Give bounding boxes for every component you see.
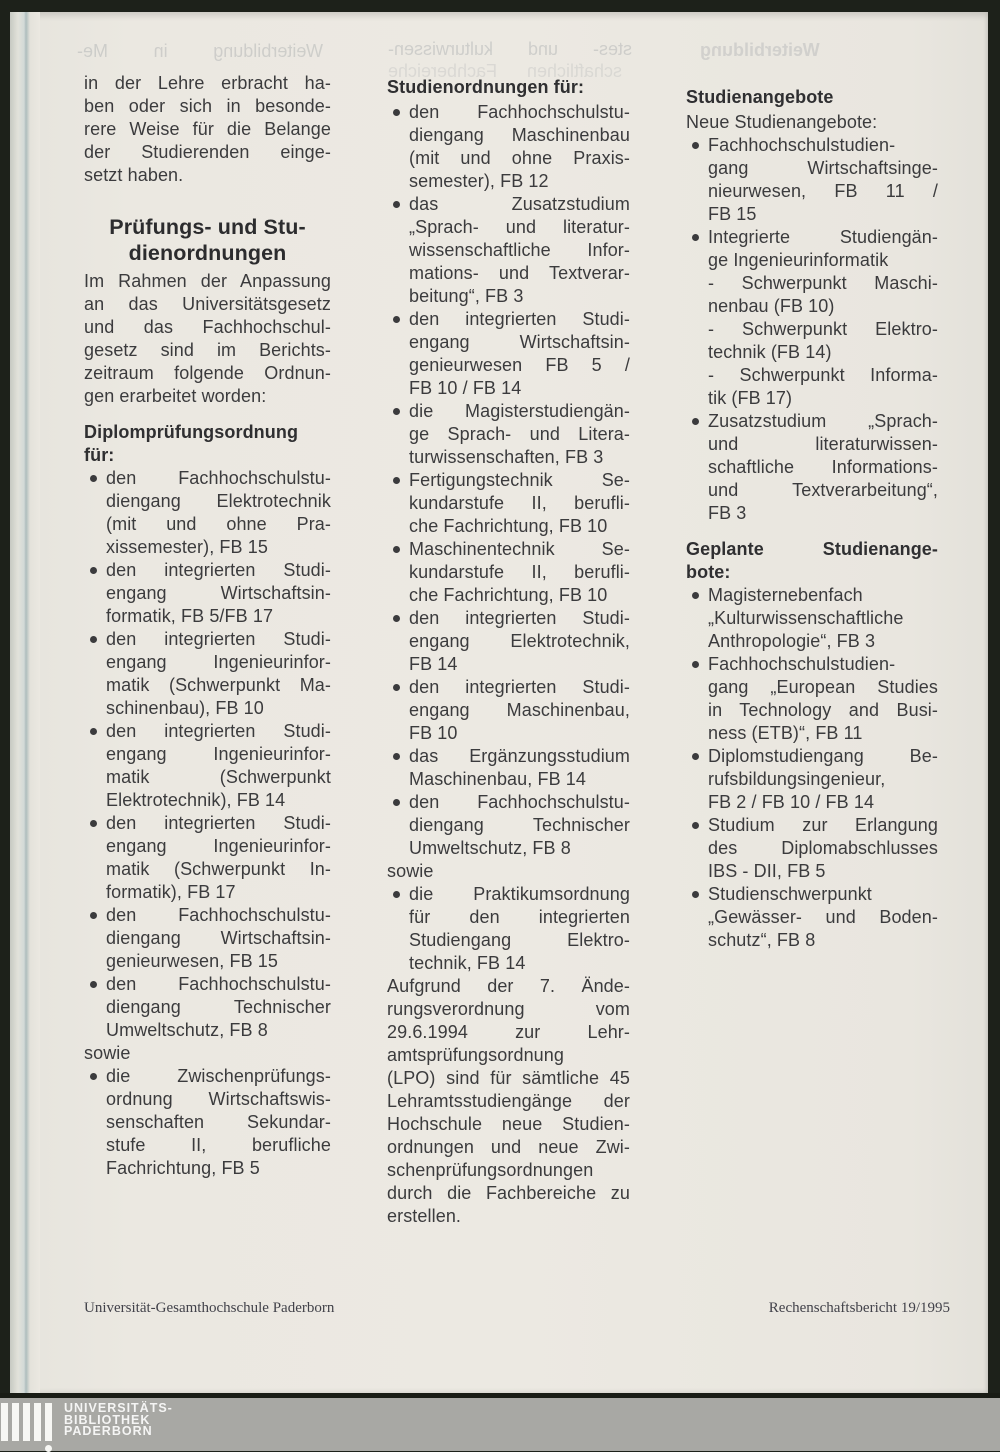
bullet-icon	[90, 636, 97, 643]
section-title	[84, 214, 331, 266]
list-item	[686, 134, 938, 226]
text-line: in der Lehre erbracht ha-	[84, 73, 331, 93]
bleedthrough-text: stes- und kulturwissen-	[388, 39, 632, 59]
text-line: für:	[84, 445, 115, 465]
text-line: senschaften Sekundar-	[106, 1112, 331, 1132]
bleedthrough-text: schaftlichen Fachbereiche	[388, 61, 622, 81]
text-line: semester), FB 12	[409, 171, 549, 191]
text-line: ben oder sich in besonde-	[84, 96, 331, 116]
text-line: schenprüfungsordnungen	[387, 1160, 594, 1180]
list-heading-studienangebote	[686, 86, 938, 109]
text-line: in Technology and Busi-	[708, 700, 938, 720]
text-line: Magisternebenfach	[708, 585, 863, 605]
text-line: kundarstufe II, berufli-	[409, 562, 630, 582]
text-line: Anthropologie“, FB 3	[708, 631, 876, 651]
text-line: che Fachrichtung, FB 10	[409, 516, 608, 536]
list-item	[686, 226, 938, 272]
bullet-icon	[393, 109, 400, 116]
text-line: Fachhochschulstudien-	[708, 135, 896, 155]
bullet-icon	[393, 546, 400, 553]
text-line: den Fachhochschulstu-	[409, 792, 630, 812]
text-line: - Schwerpunkt Maschi-	[708, 273, 938, 293]
list-item	[387, 538, 630, 607]
text-line: turwissenschaften, FB 3	[409, 447, 604, 467]
bullet-icon	[393, 753, 400, 760]
text-line: matik (Schwerpunkt Ma-	[106, 675, 331, 695]
text-line: amtsprüfungsordnung	[387, 1045, 565, 1065]
list-item	[686, 814, 938, 883]
text-line: Studium zur Erlangung	[708, 815, 938, 835]
text-line: FB 15	[708, 204, 757, 224]
text-line: Lehramtsstudiengänge der	[387, 1091, 630, 1111]
text-line: Fachhochschulstudien-	[708, 654, 896, 674]
list-item	[686, 410, 938, 525]
text-line: che Fachrichtung, FB 10	[409, 585, 608, 605]
sub-list-item	[708, 318, 938, 364]
text-line: zeitraum folgende Ordnun-	[84, 363, 331, 383]
text-line: ge Sprach- und Litera-	[409, 424, 630, 444]
list-item	[387, 469, 630, 538]
text-line: gen erarbeitet worden:	[84, 386, 267, 406]
text-line: den integrierten Studi-	[409, 677, 630, 697]
text-line: und das Fachhochschul-	[84, 317, 331, 337]
bullet-icon	[90, 981, 97, 988]
list-item	[686, 883, 938, 952]
text-line: „Kulturwissenschaftliche	[708, 608, 904, 628]
text-line: sowie	[84, 1043, 131, 1063]
bullet-icon	[393, 799, 400, 806]
list-item	[686, 745, 938, 814]
text-line: den Fachhochschulstu-	[106, 468, 331, 488]
text-line: den Fachhochschulstu-	[106, 974, 331, 994]
text-line: Maschinentechnik Se-	[409, 539, 630, 559]
library-name-line1: UNIVERSITÄTS-	[64, 1401, 173, 1415]
list-item	[84, 559, 331, 628]
list-item	[84, 628, 331, 720]
bullet-icon	[393, 615, 400, 622]
text-line: Elektrotechnik), FB 14	[106, 790, 286, 810]
list-item	[387, 607, 630, 676]
text-line: Umweltschutz, FB 8	[409, 838, 571, 858]
text-line: Studienschwerpunkt	[708, 884, 872, 904]
lpo-paragraph	[387, 975, 630, 1228]
list-item	[387, 791, 630, 860]
page-left-edge	[10, 12, 40, 1395]
intro-paragraph	[84, 72, 331, 187]
text-line: engang Wirtschaftsin-	[106, 583, 331, 603]
text-line: technik (FB 14)	[708, 342, 832, 362]
logo-bar	[34, 1403, 41, 1441]
text-line: FB 10	[409, 723, 458, 743]
text-line: xissemester), FB 15	[106, 537, 268, 557]
text-line: des Diplomabschlusses	[708, 838, 938, 858]
text-line: (mit und ohne Pra-	[106, 514, 331, 534]
text-line: diengang Wirtschaftsin-	[106, 928, 331, 948]
text-line: ness (ETB)“, FB 11	[708, 723, 863, 743]
library-name-line2: BIBLIOTHEK	[64, 1412, 151, 1427]
sub-list-item	[708, 364, 938, 410]
text-line: genieurwesen, FB 15	[106, 951, 279, 971]
list-heading-diplompruefungsordnung	[84, 421, 331, 467]
text-line: „Gewässer- und Boden-	[708, 907, 938, 927]
text-line: Hochschule neue Studien-	[387, 1114, 630, 1134]
text-line: nenbau (FB 10)	[708, 296, 835, 316]
text-line: das Ergänzungsstudium	[409, 746, 630, 766]
text-line: wissenschaftliche Infor-	[409, 240, 630, 260]
text-line: (mit und ohne Praxis-	[409, 148, 630, 168]
list-item	[387, 676, 630, 745]
list-item	[387, 101, 630, 193]
text-line: ordnung Wirtschaftswis-	[106, 1089, 331, 1109]
connector-sowie	[84, 1042, 331, 1065]
bullet-icon	[393, 684, 400, 691]
text-line: schutz“, FB 8	[708, 930, 816, 950]
text-line: Im Rahmen der Anpassung	[84, 271, 331, 291]
column-middle	[387, 76, 630, 1228]
bullet-icon	[90, 567, 97, 574]
neue-studienangebote-label	[686, 111, 938, 134]
list-item	[84, 1065, 331, 1180]
logo-bar	[23, 1403, 30, 1441]
list-item	[84, 720, 331, 812]
text-line: gesetz sind im Berichts-	[84, 340, 331, 360]
text-line: kundarstufe II, berufli-	[409, 493, 630, 513]
text-line: Umweltschutz, FB 8	[106, 1020, 268, 1040]
text-line: die Praktikumsordnung	[409, 884, 630, 904]
text-line: der Studierenden einge-	[84, 142, 331, 162]
text-line: FB 3	[708, 503, 747, 523]
list-heading-geplante-studienangebote	[686, 538, 938, 584]
text-line: engang Elektrotechnik,	[409, 631, 630, 651]
text-line: durch die Fachbereiche zu	[387, 1183, 630, 1203]
list-heading-studienordnungen	[387, 76, 630, 99]
list-item	[387, 193, 630, 308]
list-item	[387, 883, 630, 975]
text-line: diengang Elektrotechnik	[106, 491, 331, 511]
text-line: für den integrierten	[409, 907, 630, 927]
text-line: den integrierten Studi-	[409, 309, 630, 329]
text-line: setzt haben.	[84, 165, 184, 185]
list-item	[686, 653, 938, 745]
text-line: den Fachhochschulstu-	[409, 102, 630, 122]
text-line: „Sprach- und literatur-	[409, 217, 630, 237]
text-line: Studiengang Elektro-	[409, 930, 630, 950]
document-page	[10, 12, 988, 1395]
logo-bar	[1, 1403, 8, 1441]
text-line: die Zwischenprüfungs-	[106, 1066, 331, 1086]
list-item	[387, 745, 630, 791]
text-line: Zusatzstudium „Sprach-	[708, 411, 938, 431]
text-line: - Schwerpunkt Elektro-	[708, 319, 938, 339]
text-line: ordnungen und neue Zwi-	[387, 1137, 630, 1157]
bullet-icon	[90, 1073, 97, 1080]
text-line: formatik, FB 5/FB 17	[106, 606, 274, 626]
text-line: den integrierten Studi-	[106, 560, 331, 580]
text-line: Aufgrund der 7. Ände-	[387, 976, 630, 996]
text-line: FB 2 / FB 10 / FB 14	[708, 792, 875, 812]
text-line: bote:	[686, 562, 731, 582]
text-line: dienordnungen	[128, 241, 287, 265]
text-line: matik (Schwerpunkt In-	[106, 859, 331, 879]
text-line: Neue Studienangebote:	[686, 112, 878, 132]
list-item	[686, 584, 938, 653]
list-item	[84, 812, 331, 904]
bullet-icon	[90, 912, 97, 919]
text-line: formatik), FB 17	[106, 882, 236, 902]
text-line: an das Universitätsgesetz	[84, 294, 331, 314]
library-name	[64, 1403, 173, 1438]
text-line: - Schwerpunkt Informa-	[708, 365, 938, 385]
bullet-icon	[692, 891, 699, 898]
text-line: rufsbildungsingenieur,	[708, 769, 886, 789]
library-name-line3: PADERBORN	[64, 1424, 153, 1438]
column-right	[686, 86, 938, 952]
bleedthrough-text: Weiterbildung in Me-	[77, 41, 323, 61]
text-line: engang Maschinenbau,	[409, 700, 630, 720]
bullet-icon	[90, 475, 97, 482]
text-line: IBS - DII, FB 5	[708, 861, 826, 881]
section-intro	[84, 270, 331, 408]
bullet-icon	[90, 728, 97, 735]
text-line: gang Wirtschaftsinge-	[708, 158, 938, 178]
text-line: Studienordnungen für:	[387, 77, 585, 97]
text-line: sowie	[387, 861, 434, 881]
text-line: die Magisterstudiengän-	[409, 401, 630, 421]
text-line: 29.6.1994 zur Lehr-	[387, 1022, 630, 1042]
text-line: Maschinenbau, FB 14	[409, 769, 587, 789]
logo-bar	[12, 1403, 19, 1441]
bullet-icon	[692, 661, 699, 668]
text-line: stufe II, berufliche	[106, 1135, 331, 1155]
logo-bar	[45, 1403, 52, 1441]
text-line: mations- und Textverar-	[409, 263, 630, 283]
text-line: FB 10 / FB 14	[409, 378, 522, 398]
bullet-icon	[692, 142, 699, 149]
text-line: Diplomprüfungsordnung	[84, 422, 299, 442]
bullet-icon	[393, 477, 400, 484]
text-line: rere Weise für die Belange	[84, 119, 331, 139]
text-line: Fachrichtung, FB 5	[106, 1158, 260, 1178]
bullet-icon	[393, 891, 400, 898]
text-line: das Zusatzstudium	[409, 194, 630, 214]
text-line: FB 14	[409, 654, 458, 674]
bullet-icon	[692, 822, 699, 829]
footer-report-title: Rechenschaftsbericht 19/1995	[768, 1300, 950, 1316]
footer-institution: Universität-Gesamthochschule Paderborn	[84, 1300, 335, 1316]
text-line: engang Ingenieurinfor-	[106, 652, 331, 672]
bullet-icon	[692, 753, 699, 760]
text-line: beitung“, FB 3	[409, 286, 524, 306]
bullet-icon	[692, 418, 699, 425]
text-line: gang „European Studies	[708, 677, 938, 697]
text-line: und Textverarbeitung“,	[708, 480, 938, 500]
bullet-icon	[90, 820, 97, 827]
text-line: und literaturwissen-	[708, 434, 938, 454]
list-item	[84, 973, 331, 1042]
text-line: diengang Technischer	[409, 815, 630, 835]
bullet-icon	[692, 592, 699, 599]
text-line: ge Ingenieurinformatik	[708, 250, 889, 270]
list-item	[387, 400, 630, 469]
text-line: den integrierten Studi-	[409, 608, 630, 628]
text-line: (LPO) sind für sämtliche 45	[387, 1068, 630, 1088]
text-line: Prüfungs- und Stu-	[109, 215, 306, 239]
text-line: engang Wirtschaftsin-	[409, 332, 630, 352]
text-line: Diplomstudiengang Be-	[708, 746, 938, 766]
list-item	[84, 904, 331, 973]
list-item	[84, 467, 331, 559]
bullet-icon	[393, 408, 400, 415]
text-line: schinenbau), FB 10	[106, 698, 264, 718]
text-line: Fertigungstechnik Se-	[409, 470, 630, 490]
text-line: tik (FB 17)	[708, 388, 793, 408]
column-left	[84, 72, 331, 1180]
sub-list-item	[708, 272, 938, 318]
bleedthrough-text: Weiterbildung	[700, 40, 820, 60]
text-line: diengang Maschinenbau	[409, 125, 630, 145]
text-line: technik, FB 14	[409, 953, 526, 973]
text-line: rungsverordnung vom	[387, 999, 630, 1019]
text-line: diengang Technischer	[106, 997, 331, 1017]
connector-sowie	[387, 860, 630, 883]
text-line: erstellen.	[387, 1206, 462, 1226]
library-watermark-bar	[0, 1398, 1000, 1451]
text-line: den integrierten Studi-	[106, 813, 331, 833]
bullet-icon	[692, 234, 699, 241]
text-line: Geplante Studienange-	[686, 539, 938, 559]
text-line: nieurwesen, FB 11 /	[708, 181, 938, 201]
text-line: engang Ingenieurinfor-	[106, 744, 331, 764]
text-line: Studienangebote	[686, 87, 834, 107]
bullet-icon	[393, 201, 400, 208]
bullet-icon	[393, 316, 400, 323]
text-line: matik (Schwerpunkt	[106, 767, 331, 787]
text-line: engang Ingenieurinfor-	[106, 836, 331, 856]
text-line: Integrierte Studiengän-	[708, 227, 938, 247]
text-line: den Fachhochschulstu-	[106, 905, 331, 925]
text-line: den integrierten Studi-	[106, 629, 331, 649]
text-line: genieurwesen FB 5 /	[409, 355, 630, 375]
text-line: den integrierten Studi-	[106, 721, 331, 741]
list-item	[387, 308, 630, 400]
text-line: schaftliche Informations-	[708, 457, 938, 477]
